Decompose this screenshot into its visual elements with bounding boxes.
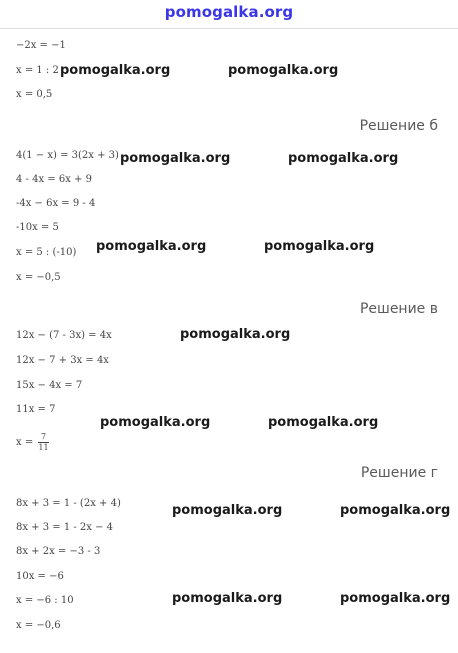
equation-line: -4x − 6x = 9 - 4: [16, 198, 96, 209]
equation-line: x = 5 : (-10): [16, 247, 77, 258]
equation-line: x = −0,6: [16, 620, 61, 631]
equation-text: x =: [16, 437, 34, 448]
equation-line: x = 1 : 2: [16, 65, 59, 76]
fraction-denominator: 11: [38, 443, 49, 452]
watermark: pomogalka.org: [96, 239, 207, 254]
equation-line: 4 - 4x = 6x + 9: [16, 174, 92, 185]
watermark: pomogalka.org: [60, 63, 171, 78]
equation-line: 10x = −6: [16, 571, 64, 582]
watermark: pomogalka.org: [264, 239, 375, 254]
watermark: pomogalka.org: [288, 151, 399, 166]
watermark: pomogalka.org: [120, 151, 231, 166]
fraction-numerator: 7: [38, 433, 48, 443]
equation-fraction-line: [16, 433, 49, 452]
equation-line: −2x = −1: [16, 40, 66, 51]
section-title-c: Решение в: [359, 301, 438, 317]
watermark: pomogalka.org: [268, 415, 379, 430]
watermark: pomogalka.org: [340, 591, 451, 606]
site-header: [0, 0, 458, 29]
watermark: pomogalka.org: [100, 415, 211, 430]
equation-line: 8x + 2x = −3 - 3: [16, 546, 101, 557]
equation-line: x = 0,5: [16, 89, 53, 100]
watermark: pomogalka.org: [228, 63, 339, 78]
equation-line: 11x = 7: [16, 404, 56, 415]
section-title-d: Решение г: [360, 465, 438, 481]
equation-line: -10x = 5: [16, 222, 59, 233]
equation-line: x = −0,5: [16, 272, 61, 283]
watermark: pomogalka.org: [172, 591, 283, 606]
section-title-b: Решение б: [359, 118, 438, 134]
equation-line: 8x + 3 = 1 - 2x − 4: [16, 522, 114, 533]
equation-line: 4(1 − x) = 3(2x + 3): [16, 150, 119, 161]
equation-line: 15x − 4x = 7: [16, 380, 83, 391]
watermark: pomogalka.org: [340, 503, 451, 518]
equation-line: 12x − (7 - 3x) = 4x: [16, 330, 112, 341]
equation-line: x = −6 : 10: [16, 595, 74, 606]
site-title-link[interactable]: pomogalka.org: [164, 3, 294, 21]
watermark: pomogalka.org: [172, 503, 283, 518]
equation-line: 12x − 7 + 3x = 4x: [16, 355, 109, 366]
fraction: [38, 433, 48, 452]
equation-line: 8x + 3 = 1 - (2x + 4): [16, 498, 121, 509]
watermark: pomogalka.org: [180, 327, 291, 342]
